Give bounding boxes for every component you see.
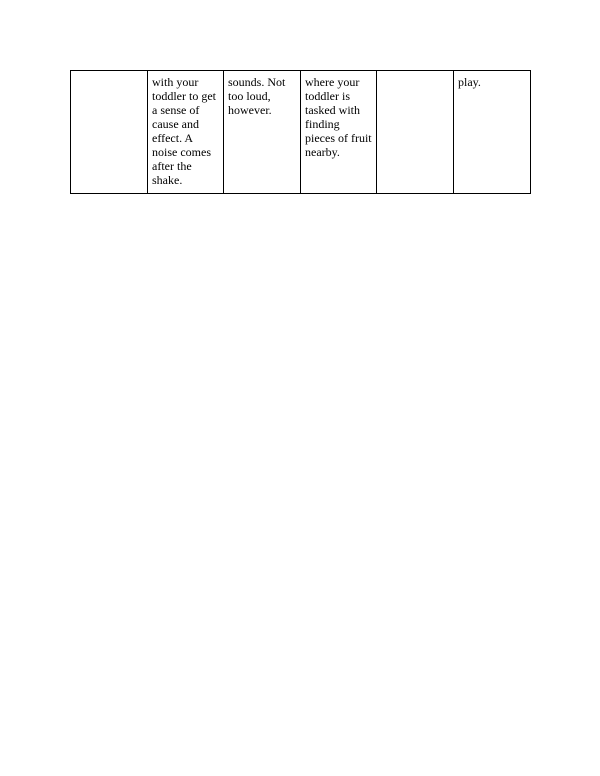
table-cell: play. xyxy=(454,71,531,194)
table-cell: with your toddler to get a sense of cause and effect. A noise comes after the shake. xyxy=(148,71,224,194)
table-row xyxy=(71,71,531,194)
table-cell: where your toddler is tasked with finding pieces of fruit nearby. xyxy=(301,71,377,194)
table-cell: sounds. Not too loud, however. xyxy=(224,71,301,194)
table-cell xyxy=(71,71,148,194)
table-cell xyxy=(377,71,454,194)
activity-table xyxy=(70,70,531,194)
